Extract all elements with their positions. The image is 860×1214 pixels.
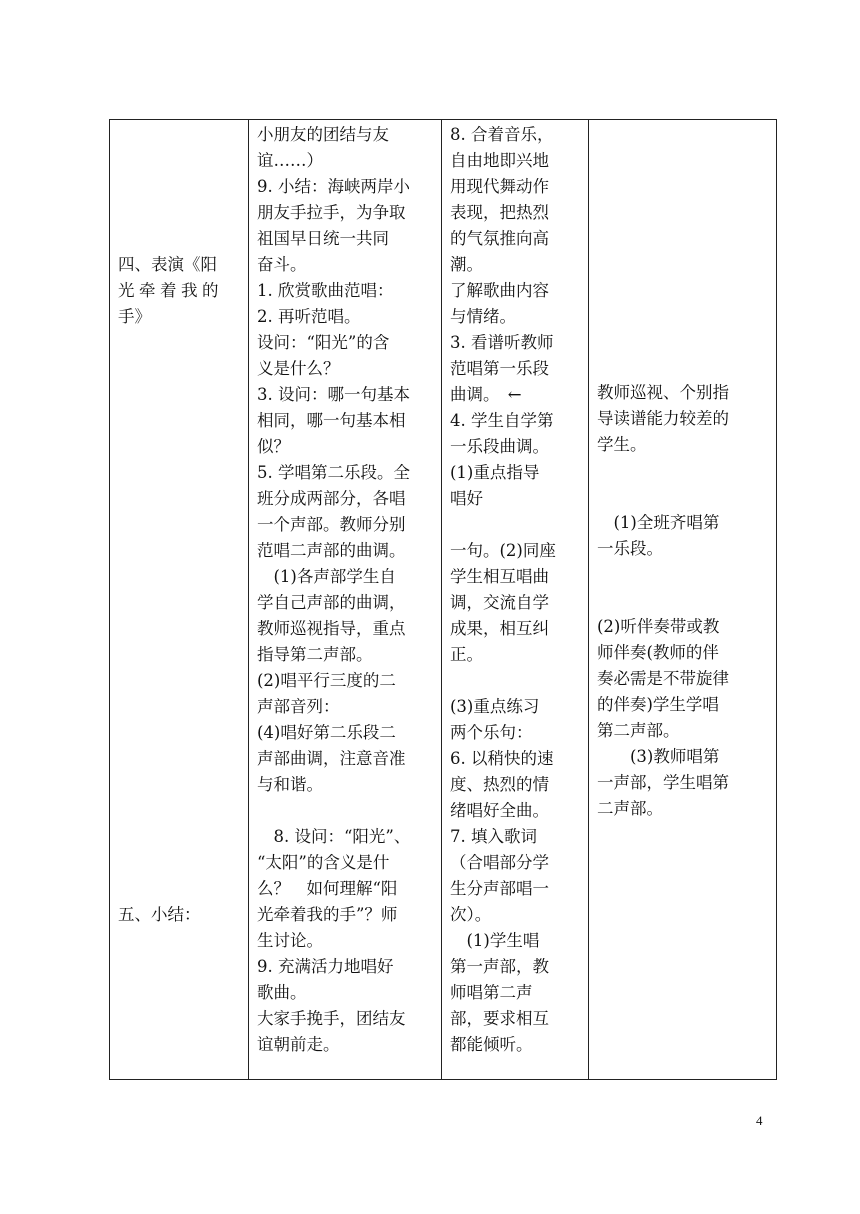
text-line: 谊……） <box>257 151 323 170</box>
text-line: (3)重点练习 <box>450 697 540 716</box>
text-line: “太阳”的含义是什 <box>257 853 390 872</box>
text-line: 声部曲调，注意音准 <box>257 749 406 768</box>
text-line: 8. 设问：“阳光”、 <box>257 827 411 846</box>
stage-column <box>110 120 249 1080</box>
text-line: 学生相互唱曲 <box>450 567 549 586</box>
text-line: 曲调。 ← <box>450 385 522 404</box>
text-line: 的气氛推向高 <box>450 229 549 248</box>
text-line: 9. 充满活力地唱好 <box>257 957 394 976</box>
text-line: 度、热烈的情 <box>450 775 549 794</box>
text-line: 声部音列： <box>257 697 340 716</box>
text-line: 了解歌曲内容 <box>450 281 549 300</box>
text-line: 祖国早日统一共同 <box>257 229 389 248</box>
text-line: 导读谱能力较差的 <box>597 409 729 428</box>
text-line: 设问：“阳光”的含 <box>257 333 390 352</box>
text-line: (1)各声部学生自 <box>257 567 396 586</box>
text-line: (1)重点指导 <box>450 463 540 482</box>
text-line: 第二声部。 <box>597 721 680 740</box>
text-line: (1)学生唱 <box>450 931 540 950</box>
text-line: 7. 填入歌词 <box>450 827 537 846</box>
text-line: 用现代舞动作 <box>450 177 549 196</box>
text-line: 教师巡视、个别指 <box>597 383 729 402</box>
text-line: 义是什么？ <box>257 359 340 378</box>
text-line: 二声部。 <box>597 799 663 818</box>
table-row <box>110 120 777 1080</box>
text-line: （合唱部分学 <box>450 853 549 872</box>
text-line: 范唱第一乐段 <box>450 359 549 378</box>
text-line: 4. 学生自学第 <box>450 411 554 430</box>
text-line: 指导第二声部。 <box>257 645 373 664</box>
text-line: (2)听伴奏带或教 <box>597 617 720 636</box>
section-heading-line: 四、表演《阳 <box>118 255 217 274</box>
text-line: 光牵着我的手”？师 <box>257 905 398 924</box>
lesson-plan-table <box>109 119 777 1080</box>
text-line: 范唱二声部的曲调。 <box>257 541 406 560</box>
text-line: 表现，把热烈 <box>450 203 549 222</box>
text-line: 学自己声部的曲调， <box>257 593 406 612</box>
text-line: 成果，相互纠 <box>450 619 549 638</box>
text-line: 谊朝前走。 <box>257 1035 340 1054</box>
text-line: 一个声部。教师分别 <box>257 515 406 534</box>
text-line: 朋友手拉手，为争取 <box>257 203 406 222</box>
text-line: 奋斗。 <box>257 255 307 274</box>
section-heading-line: 光牵着我的 <box>118 281 223 300</box>
text-line: 3. 看谱听教师 <box>450 333 554 352</box>
text-line: 3. 设问：哪一句基本 <box>257 385 410 404</box>
text-line: 一乐段曲调。 <box>450 437 549 456</box>
text-line: 部，要求相互 <box>450 1009 549 1028</box>
notes-column <box>589 120 777 1080</box>
text-line: 与和谐。 <box>257 775 323 794</box>
text-line: 与情绪。 <box>450 307 516 326</box>
text-line: 师伴奏(教师的伴 <box>597 643 719 662</box>
text-line: 似？ <box>257 437 290 456</box>
page-number: 4 <box>756 1113 763 1128</box>
text-line: 唱好 <box>450 489 483 508</box>
text-line: 调，交流自学 <box>450 593 549 612</box>
text-line: 一句。(2)同座 <box>450 541 556 560</box>
text-line: 1. 欣赏歌曲范唱： <box>257 281 394 300</box>
text-line: 的伴奏)学生学唱 <box>597 695 719 714</box>
text-line: 6. 以稍快的速 <box>450 749 554 768</box>
text-line: (2)唱平行三度的二 <box>257 671 396 690</box>
text-line: 班分成两部分，各唱 <box>257 489 406 508</box>
text-line: 学生。 <box>597 435 647 454</box>
text-line: 2. 再听范唱。 <box>257 307 361 326</box>
teacher-activity-column <box>249 120 442 1080</box>
text-line: 自由地即兴地 <box>450 151 549 170</box>
text-line: 大家手挽手，团结友 <box>257 1009 406 1028</box>
text-line: 一声部，学生唱第 <box>597 773 729 792</box>
text-line: (3)教师唱第 <box>597 747 720 766</box>
text-line: 绪唱好全曲。 <box>450 801 549 820</box>
text-line: 一乐段。 <box>597 539 663 558</box>
text-line: (1)全班齐唱第 <box>597 513 720 532</box>
text-line: 小朋友的团结与友 <box>257 125 389 144</box>
text-line: 第一声部，教 <box>450 957 549 976</box>
text-line: 生分声部唱一 <box>450 879 549 898</box>
text-line: 潮。 <box>450 255 483 274</box>
section-heading-line: 手》 <box>118 307 151 326</box>
text-line: 9. 小结：海峡两岸小 <box>257 177 410 196</box>
text-line: 奏必需是不带旋律 <box>597 669 729 688</box>
text-line: 次）。 <box>450 905 492 924</box>
text-line: 两个乐句： <box>450 723 533 742</box>
text-line: 正。 <box>450 645 483 664</box>
text-line: 生讨论。 <box>257 931 323 950</box>
text-line: 都能倾听。 <box>450 1035 533 1054</box>
text-line: (4)唱好第二乐段二 <box>257 723 396 742</box>
text-line: 歌曲。 <box>257 983 307 1002</box>
text-line: 教师巡视指导，重点 <box>257 619 406 638</box>
text-line: 5. 学唱第二乐段。全 <box>257 463 410 482</box>
text-line: 8. 合着音乐， <box>450 125 554 144</box>
student-activity-column <box>442 120 589 1080</box>
text-line: 师唱第二声 <box>450 983 533 1002</box>
section-heading: 五、小结： <box>118 905 201 924</box>
text-line: 么？ 如何理解“阳 <box>257 879 398 898</box>
text-line: 相同，哪一句基本相 <box>257 411 406 430</box>
